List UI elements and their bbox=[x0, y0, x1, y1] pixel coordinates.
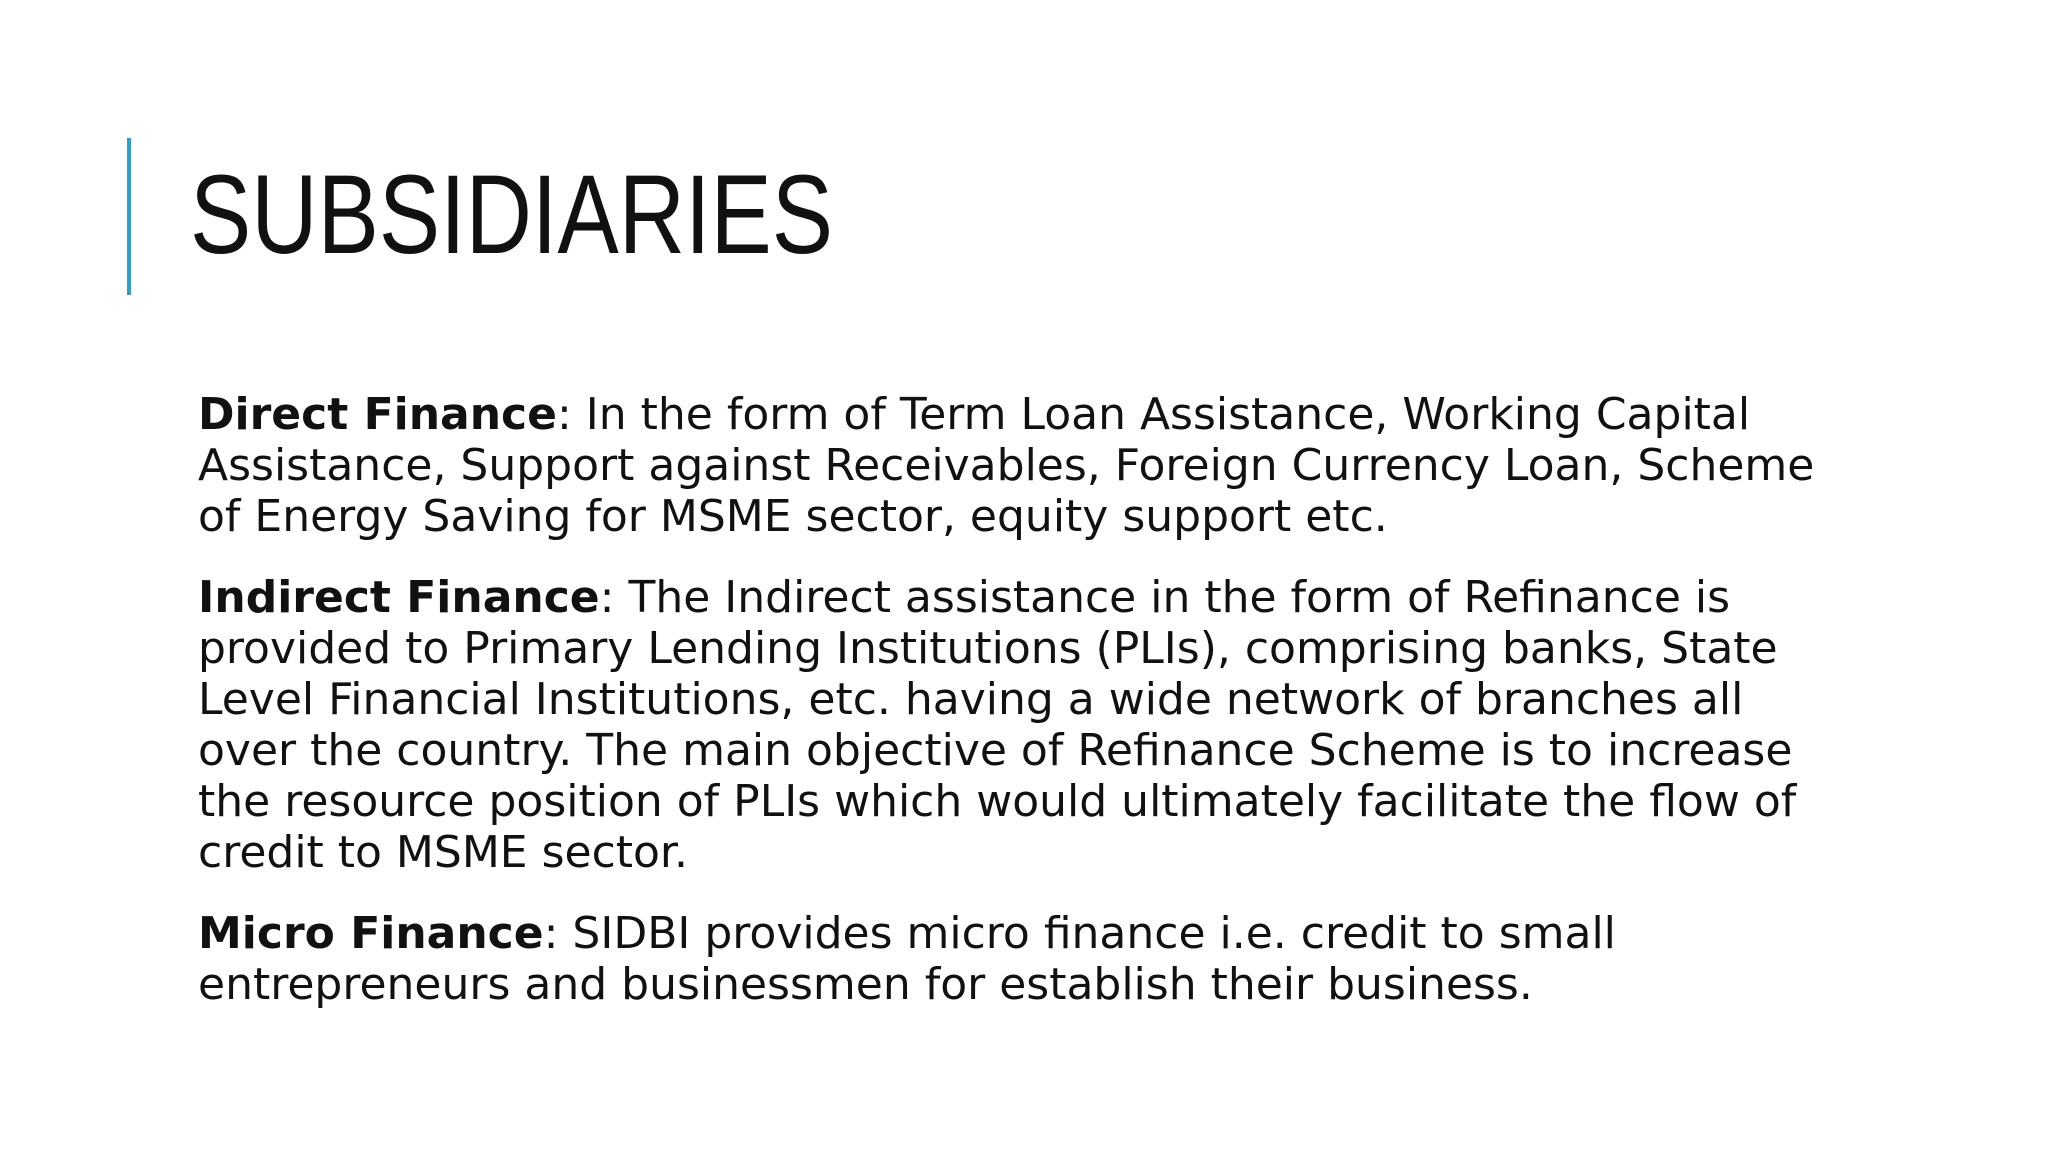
paragraph-text: SIDBI provides micro finance i.e. credit to small entrepreneurs and businessmen for establish their business. bbox=[198, 908, 1616, 1010]
paragraph-micro-finance bbox=[198, 908, 1848, 1010]
title-accent-bar bbox=[127, 138, 131, 295]
paragraph-separator: : bbox=[543, 908, 559, 959]
paragraph-text: The Indirect assistance in the form of Refinance is provided to Primary Lending Institutions (PLIs), comprising banks, State Level Financial Institutions, etc. having a wide network of branches all over the country. The main objective of Refinance Scheme is to increase the resource position of PLIs which would ultimately facilitate the flow of credit to MSME sector. bbox=[198, 572, 1797, 878]
paragraph-separator: : bbox=[599, 572, 615, 623]
paragraph-text: In the form of Term Loan Assistance, Working Capital Assistance, Support against Receivables, Foreign Currency Loan, Scheme of Energy Saving for MSME sector, equity support etc. bbox=[198, 389, 1815, 542]
paragraph-heading: Indirect Finance bbox=[198, 572, 600, 623]
paragraph-indirect-finance bbox=[198, 572, 1848, 878]
paragraph-heading: Micro Finance bbox=[198, 908, 544, 959]
paragraph-heading: Direct Finance bbox=[198, 389, 557, 440]
slide-body bbox=[198, 389, 1848, 1040]
paragraph-direct-finance bbox=[198, 389, 1848, 542]
slide-title: SUBSIDIARIES bbox=[190, 152, 834, 277]
paragraph-separator: : bbox=[556, 389, 572, 440]
